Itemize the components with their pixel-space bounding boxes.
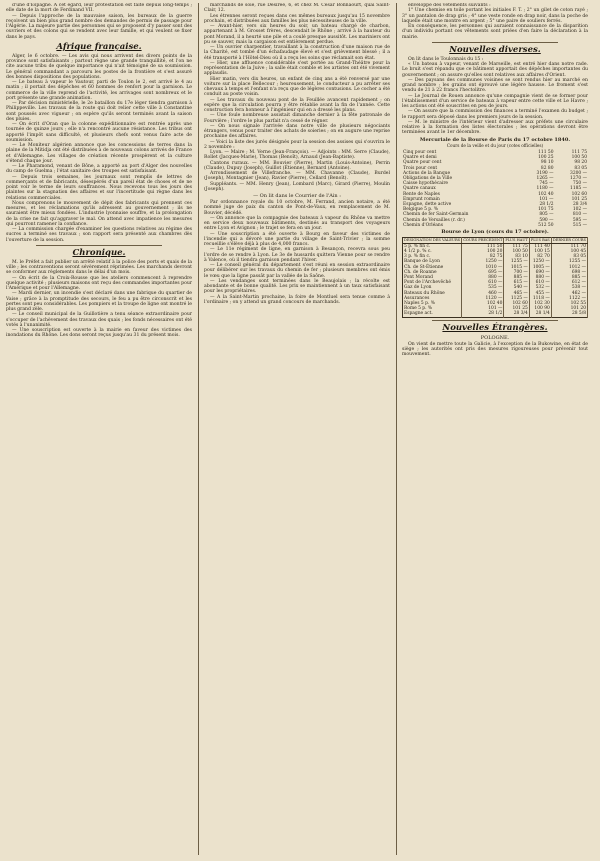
table-cell-name: Obligations de la Ville (403, 176, 453, 182)
table-cell-value: 512 50 (538, 222, 554, 228)
diverses-heading: Nouvelles diverses. (449, 44, 541, 55)
table-cell-value: 515 — (572, 222, 587, 228)
table-cell-name: 4 1/2 p. % c. (403, 249, 462, 254)
table-cell-value: 465 — (504, 291, 529, 296)
table-cell-value: 810 — (572, 212, 587, 218)
list-item: Suppléants. — MM. Henry (Jean), Lombard (Marc), Girard (Pierre), Moulin (Joseph). (204, 181, 390, 192)
table-cell-value: 102 60 (504, 301, 529, 306)
table-cell-value: 3200 — (570, 170, 587, 176)
paragraph: M. le Préfet a fait publier un arrêté relatif à la police des ports et quais de la ville ; les contraventions seront sévèrement réprimées. Les marchands devront se conformer aux règlements dans le délai d'un mois. (6, 259, 192, 276)
list-item: Arrondissement de Villefranche. — MM. Chavanne (Claude), Burdel (Joseph), Montagnier (Jean), Ravier (Pierre), Cellard (Benoît). (204, 171, 390, 182)
table-cell-value: 100 20 (462, 249, 504, 254)
table-cell-value: 1250 — (462, 259, 504, 264)
paragraph: Alger, le 6 octobre. — Les avis qui nous arrivent des divers points de la province sont satisfaisants ; partout règne une grande tranquillité, et l'on ne cite aucune tribu de quelque importance qui n'ait témoigné de sa soumission. Le général commandant a parcouru les postes de la frontière et s'est assuré des bonnes dispositions des populations. (6, 53, 192, 80)
table-cell-value: 1005 — (529, 265, 551, 270)
table-cell-value: 102 40 (538, 191, 554, 197)
table-cell-value: 455 — (529, 291, 551, 296)
table-cell-name: Chemin d'Orléans (403, 222, 443, 228)
table-cell-name: Pont de l'Archevêché (403, 280, 462, 285)
table-cell-value: 615 — (504, 280, 529, 285)
section-divider (432, 320, 558, 321)
table-cell-value: 750 — (572, 181, 587, 187)
table-cell-name: 3 p. % fin c. (403, 254, 462, 259)
table-cell-value: 102 55 (551, 301, 587, 306)
paragraph: — Le Journal de Rouen annonce qu'une compagnie vient de se former pour l'établissement d'un service de bateaux à vapeur entre cette ville et Le Havre ; les actions ont été souscrites en peu de jours. (402, 93, 588, 109)
paragraph: Hier matin, vers dix heures, un enfant de cinq ans a été renversé par une voiture sur la place Bellecour ; heureusement, le conducteur a pu arrêter ses chevaux à temps et l'enfant n'a reçu que de légères contusions. Le cocher a été conduit au poste voisin. (204, 76, 390, 98)
afrique-section (6, 54, 192, 243)
table-cell-value: 102 — (572, 207, 587, 213)
table1-title: Mercuriale de la Bourse de Paris du 17 octobre 1840. (419, 136, 571, 143)
column-1 (6, 3, 192, 855)
paragraph: Nous comprenons le mouvement de dépit des fabricants qui prennent ces mesures, et les réclamations qu'ils adressent au gouvernement ; ils ne sauraient être mieux fondées. L'industrie lyonnaise souffre, et la prolongation de la crise ne fait qu'aggraver le mal. On attend avec impatience les mesures qui pourront ramener la confiance. (6, 200, 192, 227)
table-cell-value: 805 — (539, 212, 554, 218)
paragraph: En conséquence, les personnes qui auraient connaissance de la disparition d'un individu portant ces vêtements sont priées d'en faire la déclaration à la mairie. (402, 24, 588, 40)
subhead: — On lit dans le Courrier de l'Ain : (253, 193, 341, 199)
list-item: Lyon. — Maire ; M. Verne (Jean-François). — Adjoints : MM. Serre (Claude), Rollet (Jacques-Marie), Thomas (Benoît), Arnaud (Jean-Baptiste). (204, 150, 390, 161)
table-cell-value: 885 — (504, 275, 529, 280)
paragraph: 1° Une chemise en toile portant les initiales F. T. ; 2° un gilet de coton rayé ; 3° un pantalon de drap gris ; 4° une veste ronde en drap noir, dans la poche de laquelle était une montre en argent ; 5° une paire de souliers ferrés. (402, 8, 588, 24)
table-cell-value: 1185 — (570, 186, 587, 192)
table-cell-value: 28 1/2 (462, 311, 504, 317)
table-cell-value: 82 70 (529, 254, 551, 259)
paragraph: — On écrit de la Croix-Rousse que les ateliers commencent à reprendre quelque activité ; plusieurs maisons ont reçu des commandes importantes pour l'Amérique et pour l'Allemagne. (6, 275, 192, 291)
table-cell-value: 100 90 (529, 306, 551, 311)
paragraph: — La commission chargée d'examiner les questions relatives au régime des sucres a terminé ses travaux ; son rapport sera présenté aux chambres dès l'ouverture de la session. (6, 227, 192, 243)
etrangeres-heading: Nouvelles Étrangères. (442, 322, 548, 333)
table-cell-name: Actions de la Banque (403, 170, 451, 176)
table-cell-value: 612 — (551, 280, 587, 285)
paragraph: — Le conseil général du département s'est réuni en session extraordinaire pour délibérer sur les travaux du chemin de fer ; plusieurs membres ont émis le vœu que la ligne passât par la vallée de la Saône. (204, 263, 390, 279)
table-cell-value: 111 75 (571, 150, 587, 155)
paragraph: — Une souscription est ouverte à la mairie en faveur des victimes des inondations du Rhône. Les dons seront reçus jusqu'au 31 du présent mois. (6, 328, 192, 339)
table-cell-value: 83 10 (504, 254, 529, 259)
table-cell-name: Quatre canaux (403, 186, 436, 192)
paragraph: d'une d'Espagne. A cet égard, leur protestation est faite depuis long-temps ; elle date de la mort de Ferdinand VII. (6, 3, 192, 14)
column-rule (198, 3, 199, 855)
table-cell-value: 880 — (462, 275, 504, 280)
table-cell-value: 1180 — (536, 186, 554, 192)
table-cell-value: 102 60 (571, 191, 587, 197)
table-cell-name: Emprunt romain (403, 196, 440, 202)
table-cell-value: 83 05 (551, 254, 587, 259)
intro-block (6, 3, 192, 40)
table-cell-name: Chemin de Versailles (r. dr.) (403, 217, 465, 223)
paragraph: — A la Saint-Martin prochaine, la foire de Montluel sera tenue comme à l'ordinaire ; on y attend un grand concours de marchands. (204, 294, 390, 305)
section-divider (432, 42, 558, 43)
paragraph: — Le conseil municipal de la Guillotière a tenu séance extraordinaire pour s'occuper de l'achèvement des travaux des quais ; les fonds nécessaires ont été votés à l'unanimité. (6, 312, 192, 328)
table-cell-value: 98 10 (540, 160, 554, 166)
table-cell-value: 535 — (462, 285, 504, 290)
table-cell-value: 538 — (551, 285, 587, 290)
paragraph: Par ordonnance royale du 10 octobre, M. Ferrand, ancien notaire, a été nommé juge de paix du canton de Pont-de-Vaux, en remplacement de M. Bouvier, décédé. (204, 200, 390, 216)
table-cell-value: 698 — (551, 270, 587, 275)
table-cell-value: 101 — (462, 306, 504, 311)
table2-title: Bourse de Lyon (cours du 17 octobre). (441, 229, 549, 236)
paragraph: — On nous signale l'arrivée dans notre ville de plusieurs négociants étrangers, venus pour traiter des achats de soieries ; on en augure une reprise prochaine des affaires. (204, 123, 390, 140)
table-cell-value: 885 — (551, 275, 587, 280)
table-cell-value: 100 15 (529, 249, 551, 254)
table-cell-value: 1120 — (462, 296, 504, 301)
paragraph: — M. le ministre de l'intérieur vient d'adresser aux préfets une circulaire relative à la formation des listes électorales ; les opérations devront être terminées avant le 1er décembre. (402, 119, 588, 136)
table1-subtitle: Cours de la veille et du jour (cotes officielles) (446, 142, 544, 148)
chronique-heading: Chronique. (72, 247, 126, 258)
table-cell-name: Banque de Lyon (403, 259, 462, 264)
table-cell-value: 1255 — (551, 259, 587, 264)
list-item: Cantons ruraux. — MM. Bouvier (Pierre), Martin (Louis-Antoine), Perrin (Claude), Dupuy (Joseph), Guillot (Étienne), Bernard (Antoine). (204, 160, 390, 171)
paragraph: — Mardi dernier, un incendie s'est déclaré dans une fabrique du quartier de Vaise ; grâce à la promptitude des secours, le feu a pu être circonscrit et les pertes sont peu considérables. Les pompiers et la troupe de ligne ont montré le plus grand zèle. (6, 291, 192, 312)
table-cell-value: 101 20 (551, 306, 587, 311)
table-row (402, 223, 588, 228)
table-cell-value: 1265 — (536, 176, 554, 182)
table-cell-value: 101 — (539, 196, 554, 202)
regional-news (204, 200, 390, 305)
local-news (204, 3, 390, 140)
paragraph: — Voici la liste des jurés désignés pour la session des assises qui s'ouvrira le 2 novembre : (204, 139, 390, 150)
paragraph: — Le bateau à vapeur le Vautour, parti de Toulon le 2, est arrivé le 4 au matin ; il portait des dépêches et 60 hommes de renfort pour la garnison. Le commerce de la ville reprend de l'activité, les arrivages sont nombreux et le port présente une grande animation. (6, 80, 192, 101)
table-cell-name: Naples 5 p. % (403, 301, 462, 306)
paragraph: On vient de mettre toute la Galicie, à l'exception de la Bukowine, en état de siège ; les autorités ont pris des mesures rigoureuses pour prévenir tout mouvement. (402, 341, 588, 358)
notice-block (402, 3, 588, 40)
table-cell-name: Trois pour cent (403, 165, 438, 171)
table-cell-name: Pont Morand (403, 275, 462, 280)
table-cell-value: 1118 — (529, 296, 551, 301)
table-cell-value: 101 25 (504, 306, 529, 311)
table-cell-value: 100 45 (551, 249, 587, 254)
table-cell-name: Ch. de Roanne (403, 270, 462, 275)
table-cell-name: Bateaux du Rhône (403, 291, 462, 296)
table-cell-name: Belgique 5 p. % (403, 207, 439, 213)
table-cell-value: 1250 — (529, 259, 551, 264)
paragraph: — Des paysans des communes voisines se sont rendus hier au marché en grand nombre ; les grains ont éprouvé une légère hausse. Le froment s'est vendu de 21 à 22 francs l'hectolitre. (402, 77, 588, 94)
table-cell-value: 462 — (551, 291, 587, 296)
table-cell-value: 83 05 (574, 165, 587, 171)
table-cell-value: 28 1/4 (529, 311, 551, 317)
table-cell-value: 28 3/4 (504, 311, 529, 317)
table-row (403, 311, 588, 317)
table-cell-value: 111 75 (504, 243, 529, 249)
table-cell-value: 111 70 (551, 243, 587, 249)
table-cell-name: Rome 5 p. % (403, 306, 462, 311)
table-cell-value: 28 5/8 (551, 311, 587, 317)
paragraph: — Depuis trois semaines, les journaux sont remplis de lettres de commerçants et de fabricants, désespérés d'un pareil état de choses et de ne point voir le terme de leurs souffrances. Nous recevons tous les jours des plaintes sur la stagnation des affaires et sur l'incertitude qui règne dans les relations commerciales. (6, 174, 192, 201)
table-cell-value: 111 50 (538, 150, 554, 155)
paragraph: — Depuis l'approche de la mauvaise saison, les bureaux de la guerre reçoivent un bien plus grand nombre des demandes de permis de passage pour l'Algérie. La majeure partie des personnes qui se proposent d'y passer sont des ouvriers et des colons qui se rendent avec leur famille, et qui veulent se fixer dans le pays. (6, 13, 192, 40)
table-cell-value: 28 1/2 (539, 202, 554, 208)
paragraph: — Le 11e régiment de ligne, en garnison à Besançon, recevra sous peu l'ordre de se rendre à Lyon. Le 3e de hussards quittera Vienne pour se rendre à Valence, où il tiendra garnison pendant l'hiver. (204, 247, 390, 263)
table-cell-value: 610 — (462, 280, 504, 285)
table-cell-name: Quatre et demi (403, 155, 437, 161)
table-cell-name: Ch. de St-Étienne (403, 265, 462, 270)
table-cell-name: Quatre pour cent (403, 160, 442, 166)
section-divider (36, 245, 162, 246)
table-cell-name: Chemin de fer Saint-Germain (403, 212, 469, 218)
paragraph: — Une souscription a été ouverte à Bourg en faveur des victimes de l'incendie qui a dévoré une partie du village de Saint-Trivier ; la somme recueillie s'élève déjà à plus de 4,000 francs. (204, 231, 390, 247)
table-cell-value: 82 75 (462, 254, 504, 259)
table-cell-value: 1015 — (504, 265, 529, 270)
table-cell-value: 880 — (529, 275, 551, 280)
table-cell-value: 1012 — (551, 265, 587, 270)
column-header: COURS PRÉCÉDENT (463, 238, 503, 243)
paragraph: — Avant-hier, vers six heures du soir, un bateau chargé de charbon, appartenant à M. Grosset frères, descendait le Rhône ; arrivé à la hauteur du pont Morand, il a heurté une pile et a coulé presque aussitôt. Les mariniers ont pu se sauver, mais la cargaison est entièrement perdue. (204, 24, 390, 45)
table-cell-value: 540 — (504, 285, 529, 290)
table-cell-value: 1255 — (504, 259, 529, 264)
table-cell-value: 695 — (462, 270, 504, 275)
jury-list (204, 140, 390, 193)
table-cell-value: 590 — (539, 217, 554, 223)
table-cell-value: 98 20 (574, 160, 587, 166)
afrique-heading: Afrique française. (56, 41, 142, 52)
table-cell-value: 1010 — (462, 265, 504, 270)
table-cell-name: Cinq pour cent (403, 150, 437, 155)
column-header: DERNIER COURS (552, 238, 586, 243)
paragraph: — Les vendanges sont terminées dans le Beaujolais ; la récolte est abondante et de bonne qualité. Les prix se maintiennent à un taux satisfaisant pour les propriétaires. (204, 278, 390, 295)
paragraph: — Le Pharamond, venant de Bône, a apporté au port d'Alger des nouvelles du camp de Guelma ; l'état sanitaire des troupes est satisfaisant. (6, 164, 192, 175)
paragraph: — On assure que la commission des finances a terminé l'examen du budget ; le rapport sera déposé dans les premiers jours de la session. (402, 109, 588, 120)
table-cell-value: 1270 — (570, 176, 587, 182)
diverses-section (402, 57, 588, 136)
paragraph: — Par décision ministérielle, le 2e bataillon du 17e léger tiendra garnison à Philippeville. Les travaux de la route qui doit relier cette ville à Constantine sont poussés avec vigueur ; on espère qu'ils seront terminés avant la saison des pluies. (6, 101, 192, 122)
paragraph: marchands de soie, rue Désirée, 6, et chez M. César Bonnaourt, quai Saint-Clair, 12. (204, 3, 390, 14)
table-cell-name: Rente de Naples (403, 191, 440, 197)
table-cell-name: Espagne act. (403, 311, 462, 317)
table-header-row (403, 238, 588, 243)
table-cell-value: 1125 — (504, 296, 529, 301)
table-cell-value: 100 50 (504, 249, 529, 254)
table-cell-value: 100 50 (571, 155, 587, 161)
table-cell-name: 5 p. % fin c. (403, 243, 462, 249)
table-cell-value: 111 40 (529, 243, 551, 249)
table-cell-value: 690 — (529, 270, 551, 275)
table-cell-name: Gaz de Lyon (403, 285, 462, 290)
table-cell-value: 745 — (539, 181, 554, 187)
table-cell-name: Caisse hypothécaire (403, 181, 449, 187)
table-cell-value: 101 75 (538, 207, 554, 213)
table-cell-value: 3190 — (536, 170, 554, 176)
column-header: DÉSIGNATION DES VALEURS (404, 238, 461, 243)
paragraph: enveloppe des vêtements suivants : (408, 3, 491, 8)
paragraph: — Hier, une affluence considérable s'est portée au Grand-Théâtre pour la représentation de la Juive ; la salle était comble et les artistes ont été vivement applaudis. (204, 60, 390, 77)
table-cell-value: 595 — (572, 217, 587, 223)
table-cell-value: 102 40 (462, 301, 504, 306)
table-cell-value: 1122 — (551, 296, 587, 301)
paragraph: — Un ouvrier charpentier, travaillant à la construction d'une maison rue de la Charité, est tombé d'un échafaudage élevé et s'est grièvement blessé ; il a été transporté à l'Hôtel-Dieu où il a reçu les soins que réclamait son état. (204, 45, 390, 61)
paragraph: Les étrennes seront reçues dans ces mêmes bureaux jusqu'au 15 novembre prochain, et distribuées aux familles les plus nécessiteuses de la ville. (204, 13, 390, 24)
paragraph: — Le Moniteur algérien annonce que les concessions de terres dans la plaine de la Mitidja ont été distribuées à de nouveaux colons arrivés de France et d'Allemagne. Les villages de création récente prospèrent et la culture s'étend chaque jour. (6, 143, 192, 164)
column-rule (396, 3, 397, 855)
table-cell-value: 460 — (462, 291, 504, 296)
paragraph: « Un bateau à vapeur, venant de Marseille, est entré hier dans notre rade. Le bruit s'est répandu que ce bâtiment apportait des dépêches importantes du gouvernement ; on assure qu'elles sont relatives aux affaires d'Orient. (402, 62, 588, 78)
table-cell-name: Espagne, dette active (403, 202, 452, 208)
paragraph: — On écrit d'Oran que la colonne expéditionnaire est rentrée après une tournée de quinze jours ; elle n'a rencontré aucune résistance. Les tribus ont apporté l'impôt sans difficulté, et plusieurs chefs sont venus faire acte de soumission. (6, 122, 192, 143)
table-cell-value: 111 50 (462, 243, 504, 249)
table-cell-value: 82 80 (540, 165, 554, 171)
table-cell-value: 102 30 (529, 301, 551, 306)
paragraph: — On annonce que la compagnie des bateaux à vapeur du Rhône va mettre en service deux nouveaux bâtiments, destinés au transport des voyageurs entre Lyon et Avignon ; le trajet se fera en un jour. (204, 215, 390, 232)
column-2 (204, 3, 390, 855)
paragraph: — Une foule nombreuse assistait dimanche dernier à la fête patronale de Fourvière ; l'ordre le plus parfait n'a cessé de régner. (204, 113, 390, 124)
table-cell-value: 700 — (504, 270, 529, 275)
table-cell-name: Assurances (403, 296, 462, 301)
table-cell-value: 610 — (529, 280, 551, 285)
country-subhead: POLOGNE. (480, 334, 510, 341)
table-cell-value: 28 3/4 (572, 202, 587, 208)
column-3 (402, 3, 588, 855)
column-header: PLUS HAUT (505, 238, 528, 243)
chronique-section (6, 260, 192, 339)
column-header: PLUS BAS (530, 238, 550, 243)
table-cell-value: 532 — (529, 285, 551, 290)
table-cell-value: 100 25 (538, 155, 554, 161)
paris-bourse-table (402, 150, 588, 228)
table-cell-value: 101 25 (571, 196, 587, 202)
paragraph: — Les travaux du nouveau pont de la Feuillée avancent rapidement ; on espère que la circulation pourra y être rétablie avant la fin de l'année. Cette construction fera honneur à l'ingénieur qui en a dressé les plans. (204, 97, 390, 113)
paragraph: On lit dans le Toulonnais du 15 : (408, 56, 484, 62)
lyon-bourse-table (402, 237, 588, 317)
